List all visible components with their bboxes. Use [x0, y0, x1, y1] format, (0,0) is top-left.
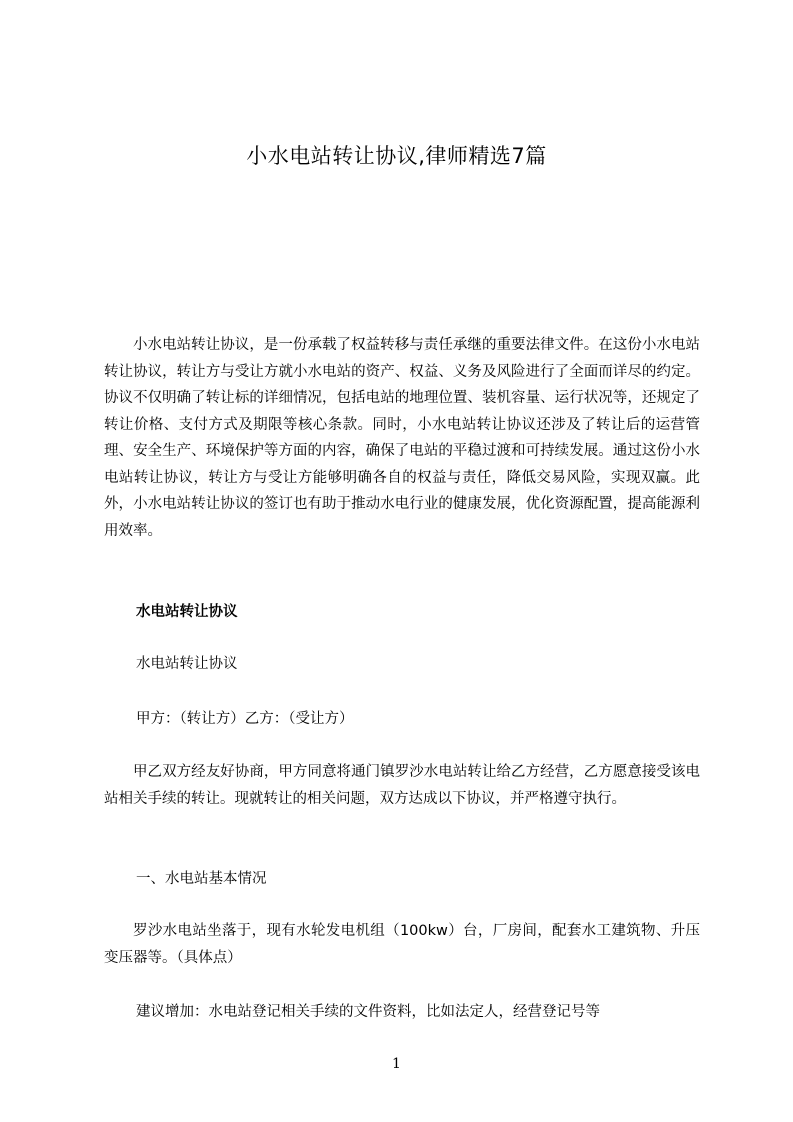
article-1-heading: 一、水电站基本情况	[136, 871, 267, 887]
intro-paragraph: 小水电站转让协议，是一份承载了权益转移与责任承继的重要法律文件。在这份小水电站转让协议，转让方与受让方就小水电站的资产、权益、义务及风险进行了全面而详尽的约定。协议不仅明确了转让标的详细情况，包括电站的地理位置、装机容量、运行状况等，还规定了转让价格、支付方式及期限等核心条款。同时，小水电站转让协议还涉及了转让后的运营管理、安全生产、环境保护等方面的内容，确保了电站的平稳过渡和可持续发展。通过这份小水电站转让协议，转让方与受让方能够明确各自的权益与责任，降低交易风险，实现双赢。此外，小水电站转让协议的签订也有助于推动水电行业的健康发展，优化资源配置，提高能源利用效率。	[104, 337, 700, 539]
document-title: 小水电站转让协议,律师精选7篇	[246, 144, 547, 168]
agreement-paragraph: 甲乙双方经友好协商，甲方同意将通门镇罗沙水电站转让给乙方经营，乙方愿意接受该电站相关手续的转让。现就转让的相关问题，双方达成以下协议，并严格遵守执行。	[104, 764, 700, 807]
basic-info-paragraph: 罗沙水电站坐落于，现有水轮发电机组（100kw）台，厂房间，配套水工建筑物、升压变压器等。（具体点）	[104, 923, 700, 966]
section-heading: 水电站转让协议	[136, 604, 238, 620]
sub-heading: 水电站转让协议	[136, 656, 238, 672]
parties-line: 甲方：（转让方）乙方：（受让方）	[136, 711, 354, 727]
page-number: 1	[392, 1056, 401, 1072]
suggestion-paragraph: 建议增加：水电站登记相关手续的文件资料，比如法定人，经营登记号等	[136, 1004, 600, 1020]
